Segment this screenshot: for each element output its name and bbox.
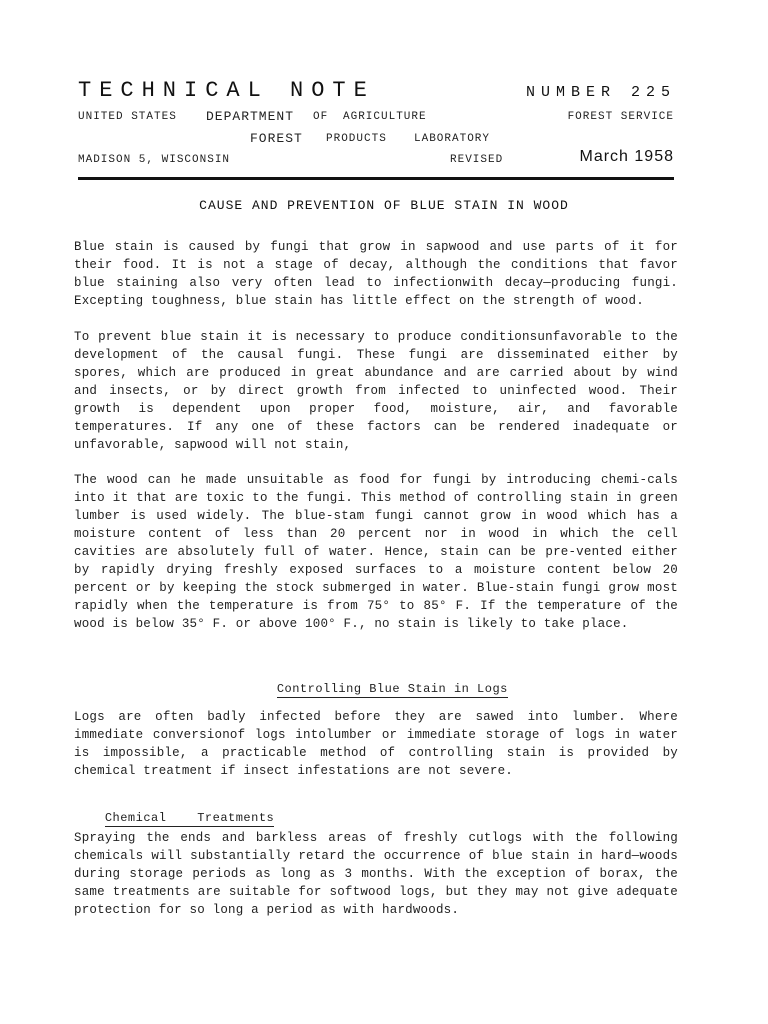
revision-date: March 1958 xyxy=(579,148,674,165)
section-heading-text: Controlling Blue Stain in Logs xyxy=(276,682,508,696)
paragraph-2: To prevent blue stain it is necessary to produce conditionsunfavorable to the development of the causal fungi. These fungi are disseminated either by spores, which are produced in great abundance and are carried about by wind and insects, or by direct growth from infected to uninfected wood. Their growth is dependent upon proper food, moisture, air, and favorable temperatures. If any one of these factors can be rendered inadequate or unfavorable, sapwood will not stain, xyxy=(74,330,678,452)
lab-line-forest: FOREST xyxy=(250,131,303,146)
subsection-heading-text: Chemical Treatments xyxy=(104,811,275,825)
lab-line-products: PRODUCTS xyxy=(326,133,387,145)
header-rule xyxy=(78,177,674,180)
document-title: CAUSE AND PREVENTION OF BLUE STAIN IN WOOD xyxy=(199,198,569,213)
section-heading xyxy=(246,668,508,712)
dept-line-of: OF xyxy=(313,111,329,123)
forest-service: FOREST SERVICE xyxy=(567,111,674,123)
dept-line-department: DEPARTMENT xyxy=(206,109,295,124)
lab-line-laboratory: LABORATORY xyxy=(414,133,491,145)
paragraph-3: The wood can he made unsuitable as food for fungi by introducing chemi-cals into it that are toxic to the fungi. This method of controlling stain in green lumber is used widely. The blue-stam fungi cannot grow in wood which has a moisture content of less than 20 percent nor in wood in which the cell cavities are absolutely full of water. Hence, stain can be pre-vented either by rapidly drying freshly exposed surfaces to a moisture content below 20 percent or by keeping the stock submerged in water. Blue-stain fungi grow most rapidly when the temperature is from 75° to 85° F. If the temperature of the wood is below 35° F. or above 100° F., no stain is likely to take place. xyxy=(74,473,678,631)
revised-label: REVISED xyxy=(450,154,504,166)
paragraph-1: Blue stain is caused by fungi that grow in sapwood and use parts of it for their food. It is not a stage of decay, although the conditions that favor blue staining also very often lead to infectionwith decay—producing fungi. Excepting toughness, blue stain has little effect on the strength of wood. xyxy=(74,240,678,308)
section-paragraph: Logs are often badly infected before they are sawed into lumber. Where immediate conversionof logs intolumber or immediate storage of logs in water is impossible, a practicable method of controlling stain is provided by chemical treatment if insect infestations are not severe. xyxy=(74,710,678,778)
note-number: NUMBER 225 xyxy=(525,84,676,101)
dept-line-agriculture: AGRICULTURE xyxy=(343,111,427,123)
dept-line-united-states: UNITED STATES xyxy=(78,111,177,123)
technical-note-title: TECHNICAL NOTE xyxy=(78,78,375,103)
location: MADISON 5, WISCONSIN xyxy=(78,154,231,166)
subsection-paragraph: Spraying the ends and barkless areas of freshly cutlogs with the following chemicals will substantially retard the occurrence of blue stain in hard—woods during storage periods as long as 3 months. With the exception of borax, the same treatments are suitable for softwood logs, but they may not give adequate protection for so long a period as with hardwoods. xyxy=(74,831,678,917)
